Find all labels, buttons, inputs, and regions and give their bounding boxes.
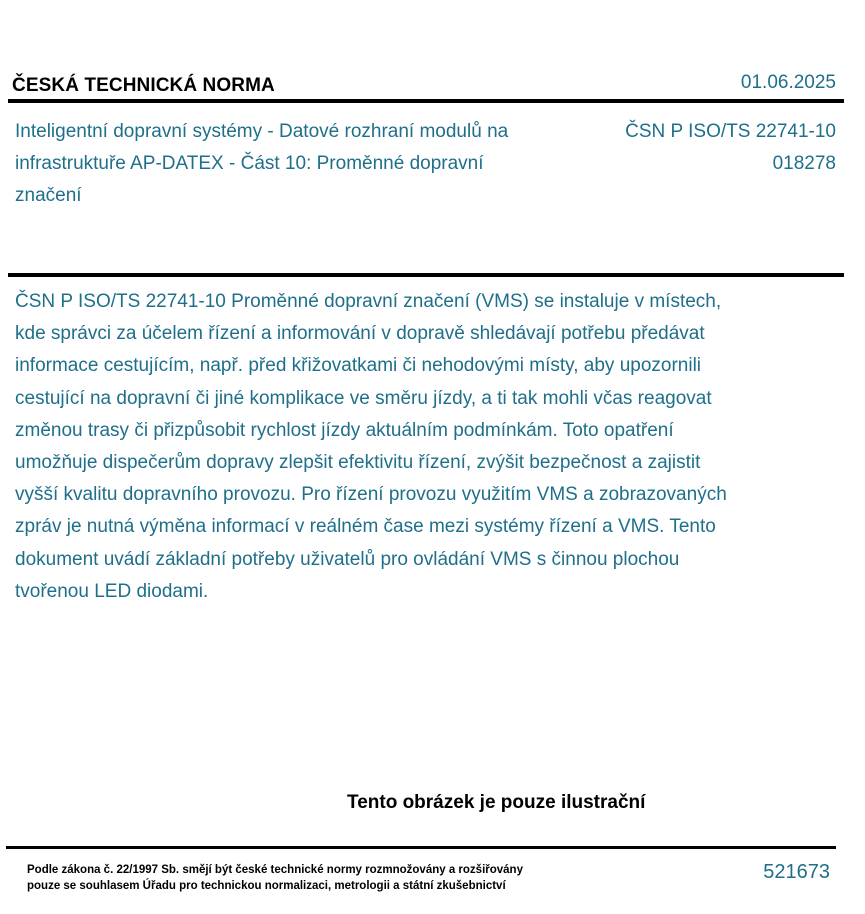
standard-designation: ČSN P ISO/TS 22741-10 [625,121,836,142]
legal-notice-line-2: pouze se souhlasem Úřadu pro technickou normalizaci, metrologii a státní zkušebnictví [27,880,506,892]
document-title: Inteligentní dopravní systémy - Datové rozhraní modulů na infrastruktuře AP-DATEX - Část 10: Proměnné dopravní značení [15,121,509,206]
footer-number: 521673 [763,861,830,883]
abstract-text: ČSN P ISO/TS 22741-10 Proměnné dopravní značení (VMS) se instaluje v místech, kde správci za účelem řízení a informování v dopravě shledávají potřebu předávat informace cestujícím, např. před křižovatkami či nehodovými místy, aby upozornili cestující na dopravní či jiné komplikace ve směru jízdy, a ti tak mohli včas reagovat změnou trasy či přizpůsobit rychlost jízdy aktuálním podmínkám. Toto opatření umožňuje dispečerům dopravy zlepšit efektivitu řízení, zvýšit bezpečnost a zajistit vyšší kvalitu dopravního provozu. Pro řízení provozu využitím VMS a zobrazovaných zpráv je nutná výměna informací v reálném čase mezi systémy řízení a VMS. Tento dokument uvádí základní potřeby uživatelů pro ovládání VMS s činnou plochou tvořenou LED diodami. [15,291,727,602]
illustration-note: Tento obrázek je pouze ilustrační [347,792,646,813]
legal-notice [27,862,523,894]
header-divider [8,99,844,103]
title-divider [8,273,844,277]
document-identifiers [625,116,836,180]
norm-header-title: ČESKÁ TECHNICKÁ NORMA [12,75,275,96]
publication-date: 01.06.2025 [740,72,836,93]
legal-notice-line-1: Podle zákona č. 22/1997 Sb. smějí být české technické normy rozmnožovány a rozšiřovány [27,864,523,876]
footer-divider [6,846,836,849]
catalog-number: 018278 [772,153,836,174]
